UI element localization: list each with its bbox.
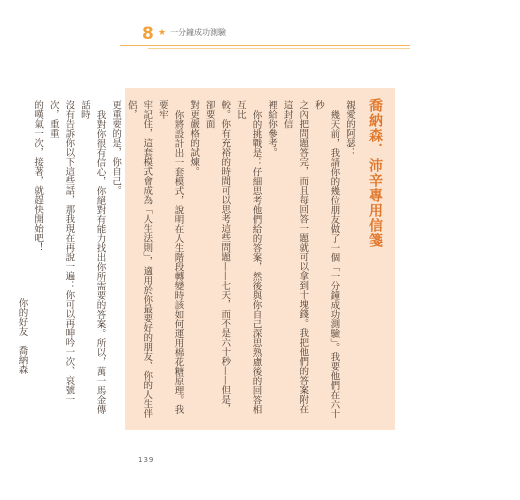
letter-panel — [16, 88, 395, 430]
chapter-number: 8 — [142, 24, 154, 44]
letter-greeting: 親愛的阿瑟： — [344, 100, 355, 157]
letter-paragraph: 我對你很有信心，你絕對有能力找出你所需要的答案。所以，萬一馬金傳話時 沒有告訴你以下這些話，那我現在再說一遍：你可以再呻吟一次、哀號一次，重重 的嘆氣一次，接著，就趕快開始吧！ — [32, 100, 106, 414]
letter-paragraph: 你將設計出一套模式，說明在人生階段轉變時該如何運用棉花糖原理。我要牢 牢記住，這套模式會成為「人生法則」，適用於你最要好的朋友、你的人生伴侶， 更重要的是，你自己。 — [110, 100, 184, 419]
letter-signoff: 你的好友 喬納森 — [16, 298, 28, 374]
page-number: 139 — [138, 456, 155, 464]
chapter-title: 一分鐘成功測驗 — [170, 28, 226, 37]
star-icon: ★ — [158, 28, 167, 38]
running-header — [120, 24, 410, 50]
letter-paragraph: 幾天前，我請你的幾位朋友做了一個「一分鐘成功測驗」。我要他們在六十秒 之內把問題答完，而且每回答一題就可以拿到十塊錢。我把他們的答案附在這封信 裡給你參考。 — [266, 100, 340, 419]
letter-paragraph: 你的挑戰是：仔細思考他們給的答案，然後與你自己深思熟慮後的回答相互比 較。你有充裕的時間可以思考這些問題——七天，而不是六十秒——但是，卻要面 對更嚴格的試煉。 — [188, 100, 262, 414]
letter-body — [14, 100, 357, 422]
letter-title: 喬納森．沛辛專用信箋 — [367, 98, 383, 248]
